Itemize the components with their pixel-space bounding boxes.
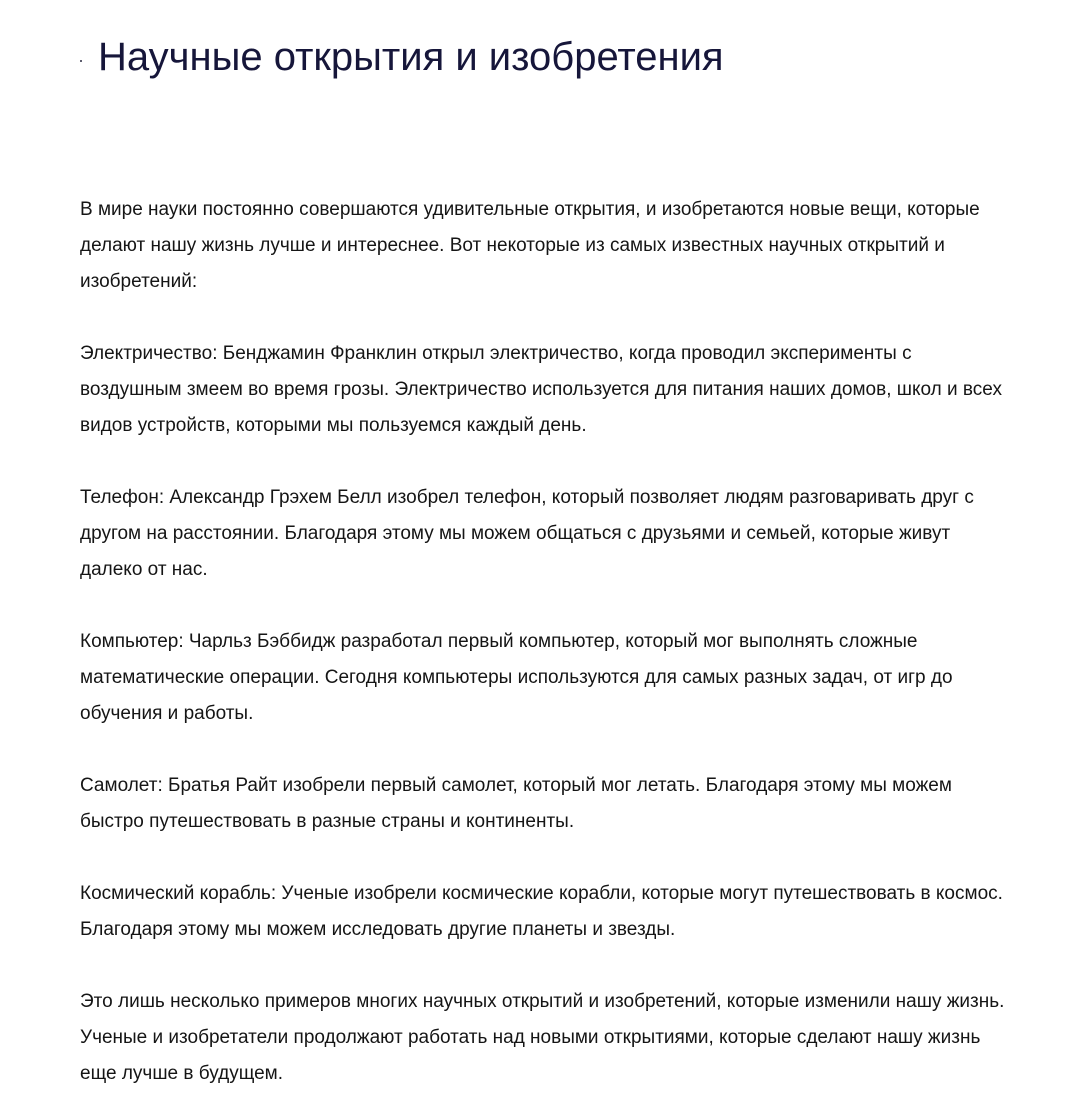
- page-title: Научные открытия и изобретения: [98, 35, 724, 79]
- paragraph-spaceship: Космический корабль: Ученые изобрели космические корабли, которые могут путешествовать в космос. Благодаря этому мы можем исследовать другие планеты и звезды.: [80, 883, 1003, 940]
- paragraph-airplane: Самолет: Братья Райт изобрели первый самолет, который мог летать. Благодаря этому мы можем быстро путешествовать в разные страны и континенты.: [80, 775, 952, 832]
- intro-paragraph: В мире науки постоянно совершаются удивительные открытия, и изобретаются новые вещи, которые делают нашу жизнь лучше и интереснее. Вот некоторые из самых известных научных открытий и изобретений:: [80, 199, 980, 292]
- paragraph-telephone: Телефон: Александр Грэхем Белл изобрел телефон, который позволяет людям разговаривать друг с другом на расстоянии. Благодаря этому мы можем общаться с друзьями и семьей, которые живут далеко от нас.: [80, 487, 974, 580]
- title-row: [80, 22, 724, 82]
- bullet-dot: [80, 60, 82, 62]
- paragraph-electricity: Электричество: Бенджамин Франклин открыл электричество, когда проводил эксперименты с воздушным змеем во время грозы. Электричество используется для питания наших домов, школ и всех видов устройств, которыми мы пользуемся каждый день.: [80, 343, 1002, 436]
- conclusion-paragraph: Это лишь несколько примеров многих научных открытий и изобретений, которые изменили нашу жизнь. Ученые и изобретатели продолжают работать над новыми открытиями, которые сделают нашу жизнь еще лучше в будущем.: [80, 991, 1005, 1084]
- paragraph-computer: Компьютер: Чарльз Бэббидж разработал первый компьютер, который мог выполнять сложные математические операции. Сегодня компьютеры используются для самых разных задач, от игр до обучения и работы.: [80, 631, 953, 724]
- document-body: [80, 192, 1010, 1092]
